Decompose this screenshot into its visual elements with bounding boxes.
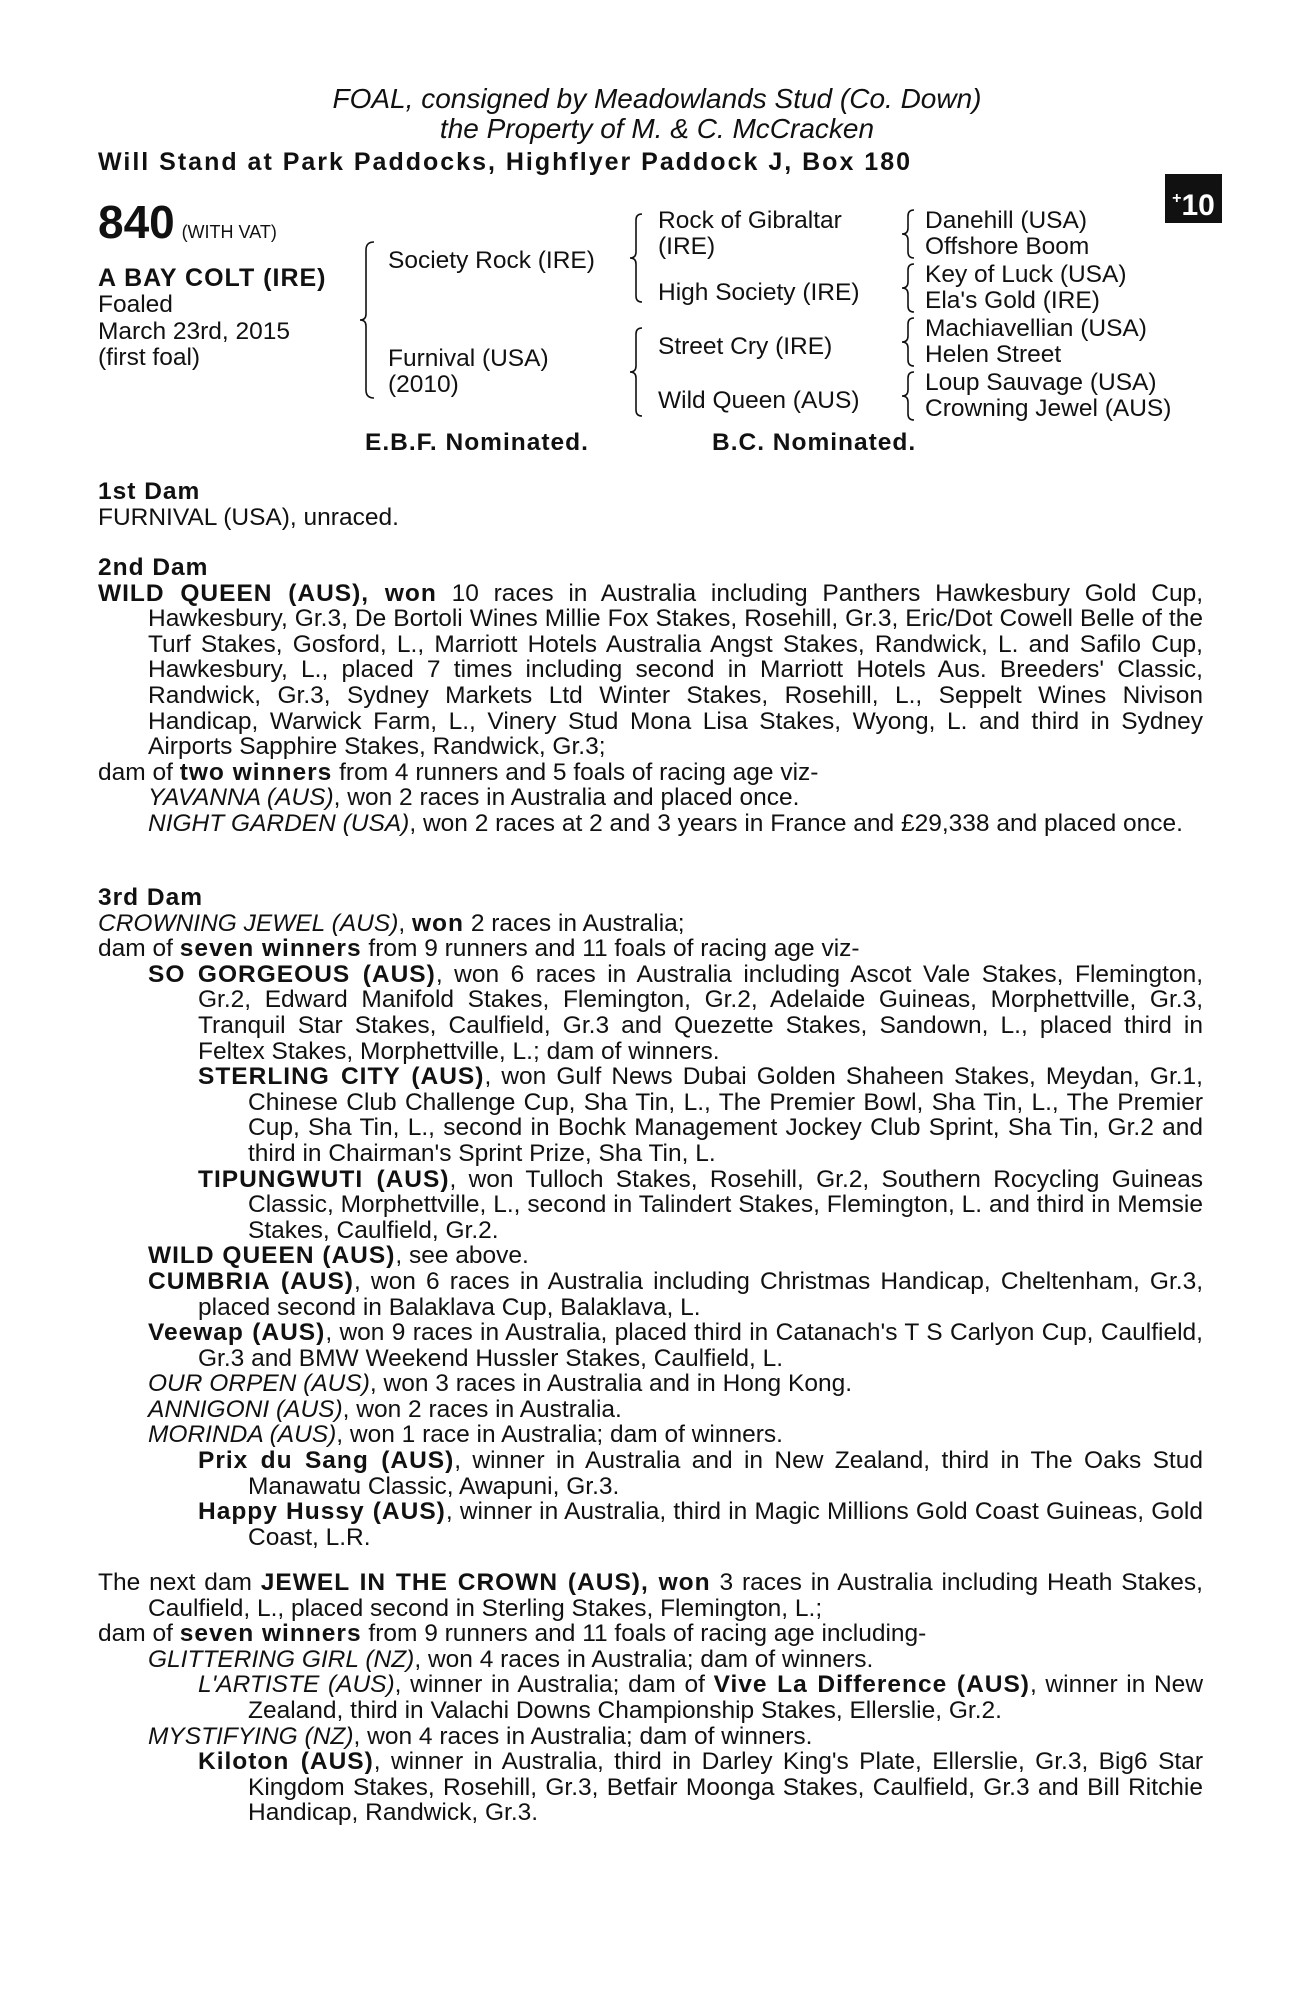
pedigree-sire-sire-2: (IRE) (658, 233, 716, 260)
pedigree-bracket-sire (630, 212, 646, 304)
pedigree-sire: Society Rock (IRE) (388, 247, 595, 274)
produce-mystifying: MYSTIFYING (NZ), won 4 races in Australia; dam of winners. (148, 1722, 813, 1750)
ebf-nominated: E.B.F. Nominated. (365, 429, 589, 456)
third-dam-record: CROWNING JEWEL (AUS), won 2 races in Australia; (98, 909, 685, 937)
stand-line: Will Stand at Park Paddocks, Highflyer Paddock J, Box 180 (98, 148, 912, 176)
produce-happy-hussy: Happy Hussy (AUS), winner in Australia, third in Magic Millions Gold Coast Guineas, Gold Coast, L.R. (198, 1498, 1203, 1551)
won-label: won (384, 579, 437, 607)
badge-number: 10 (1181, 189, 1215, 222)
produce-wild-queen: WILD QUEEN (AUS), see above. (148, 1242, 529, 1270)
lot-badge (1165, 174, 1222, 223)
produce-tipungwuti: TIPUNGWUTI (AUS), won Tulloch Stakes, Rosehill, Gr.2, Southern Rocycling Guineas Classic, Morphettville, L., second in Talindert Stakes, Flemington, L. and third in Memsie Stakes, Caulfield, Gr.2. (198, 1165, 1203, 1244)
third-dam-heading: 3rd Dam (98, 884, 204, 911)
badge-plus: + (1172, 190, 1182, 207)
foal-note: (first foal) (98, 344, 201, 371)
produce-lartiste: L'ARTISTE (AUS), winner in Australia; dam of Vive La Difference (AUS), winner in New Zealand, third in Valachi Downs Championship Stakes, Ellerslie, Gr.2. (198, 1671, 1204, 1724)
second-dam-heading: 2nd Dam (98, 554, 209, 581)
first-dam-heading: 1st Dam (98, 478, 201, 505)
pedigree-sss: Danehill (USA) (925, 207, 1088, 234)
pedigree-bracket-main (360, 240, 380, 400)
produce-our-orpen: OUR ORPEN (AUS), won 3 races in Australia and in Hong Kong. (148, 1370, 853, 1398)
first-dam-text: FURNIVAL (USA), unraced. (98, 503, 399, 531)
produce-so-gorgeous: SO GORGEOUS (AUS), won 6 races in Australia including Ascot Vale Stakes, Flemington, Gr.2, Edward Manifold Stakes, Flemington, Gr.2, Adelaide Guineas, Morphettville, Gr.3, Tranquil Star Stakes, Caulfield, Gr.3 and Quezette Stakes, Sandown, L., placed third in Feltex Stakes, Morphettville, L.; dam of winners. (148, 960, 1204, 1065)
pedigree-dam-dam: Wild Queen (AUS) (658, 387, 860, 414)
produce-veewap: Veewap (AUS), won 9 races in Australia, placed third in Catanach's T S Carlyon Cup, Caulfield, Gr.3 and BMW Weekend Hussler Stakes, Caulfield, L. (148, 1319, 1203, 1372)
pedigree-sire-sire-1: Rock of Gibraltar (658, 207, 842, 234)
pedigree-dam-year: (2010) (388, 371, 459, 398)
pedigree-dam-sire: Street Cry (IRE) (658, 333, 833, 360)
next-dam-section (98, 1570, 1203, 1826)
wild-queen-body: 10 races in Australia including Panthers Hawkesbury Gold Cup, Hawkesbury, Gr.3, De Bortoli Wines Millie Fox Stakes, Rosehill, Gr.3, Eric/Dot Cowell Belle of the Turf Stakes, Gosford, L., Marriott Hotels Australia Angst Stakes, Randwick, L. and Safilo Cup, Hawkesbury, L., placed 7 times including second in Marriott Hotels Aus. Breeders' Classic, Randwick, Gr.3, Sydney Markets Ltd Winter Stakes, Rosehill, L., Seppelt Wines Nivison Handicap, Warwick Farm, L., Vinery Stud Mona Lisa Stakes, Wyong, L. and third in Sydney Airports Sapphire Stakes, Randwick, Gr.3; (148, 579, 1203, 761)
lot-title: A BAY COLT (IRE) (98, 264, 327, 292)
next-dam-produce: dam of seven winners from 9 runners and 11 foals of racing age including- (98, 1620, 927, 1648)
produce-glittering-girl: GLITTERING GIRL (NZ), won 4 races in Australia; dam of winners. (148, 1645, 874, 1673)
consignor-line: FOAL, consigned by Meadowlands Stud (Co. Down) (332, 83, 982, 114)
pedigree-dam: Furnival (USA) (388, 345, 549, 372)
pedigree-bracket-dam (630, 326, 646, 418)
pedigree-dsd: Helen Street (925, 341, 1062, 368)
foal-night-garden: NIGHT GARDEN (USA), won 2 races at 2 and 3 years in France and £29,338 and placed once. (148, 809, 1183, 837)
pedigree-ssd: Offshore Boom (925, 233, 1090, 260)
next-dam-record: The next dam JEWEL IN THE CROWN (AUS), won 3 races in Australia including Heath Stakes, Caulfield, L., placed second in Sterling Stakes, Flemington, L.; (98, 1569, 1203, 1622)
pedigree-sds: Key of Luck (USA) (925, 261, 1127, 288)
pedigree-ddd: Crowning Jewel (AUS) (925, 395, 1172, 422)
foal-yavanna: YAVANNA (AUS), won 2 races in Australia and placed once. (148, 784, 800, 812)
bc-nominated: B.C. Nominated. (712, 429, 917, 456)
pedigree-bracket-4a (902, 208, 916, 260)
property-line: the Property of M. & C. McCracken (439, 113, 875, 144)
pedigree-bracket-4c (902, 316, 916, 368)
pedigree-dss: Machiavellian (USA) (925, 315, 1147, 342)
third-dam-produce: dam of seven winners from 9 runners and 11 foals of racing age viz- (98, 935, 860, 963)
pedigree-bracket-4b (902, 262, 916, 314)
produce-annigoni: ANNIGONI (AUS), won 2 races in Australia. (148, 1395, 622, 1423)
pedigree-dds: Loup Sauvage (USA) (925, 369, 1157, 396)
pedigree-bracket-4d (902, 370, 916, 422)
first-dam-section (98, 479, 1203, 530)
pedigree-sdd: Ela's Gold (IRE) (925, 287, 1100, 314)
second-dam-section (98, 555, 1203, 837)
foaled-label: Foaled (98, 291, 173, 318)
produce-prix-du-sang: Prix du Sang (AUS), winner in Australia and in New Zealand, third in The Oaks Stud Manawatu Classic, Awapuni, Gr.3. (198, 1447, 1203, 1500)
second-dam-record: WILD QUEEN (AUS), won 10 races in Australia including Panthers Hawkesbury Gold Cup, Hawkesbury, Gr.3, De Bortoli Wines Millie Fox Stakes, Rosehill, Gr.3, Eric/Dot Cowell Belle of the Turf Stakes, Gosford, L., Marriott Hotels Australia Angst Stakes, Randwick, L. and Safilo Cup, Hawkesbury, L., placed 7 times including second in Marriott Hotels Aus. Breeders' Classic, Randwick, Gr.3, Sydney Markets Ltd Winter Stakes, Rosehill, L., Seppelt Wines Nivison Handicap, Warwick Farm, L., Vinery Stud Mona Lisa Stakes, Wyong, L. and third in Sydney Airports Sapphire Stakes, Randwick, Gr.3; (98, 579, 1203, 761)
lot-number: 840 (98, 196, 175, 248)
produce-kiloton: Kiloton (AUS), winner in Australia, third in Darley King's Plate, Ellerslie, Gr.3, Big6 Star Kingdom Stakes, Rosehill, Gr.3, Betfair Moonga Stakes, Caulfield, Gr.3 and Bill Ritchie Handicap, Randwick, Gr.3. (198, 1748, 1204, 1827)
third-dam-section (98, 885, 1203, 1550)
second-dam-produce: dam of two winners from 4 runners and 5 foals of racing age viz- (98, 758, 819, 786)
produce-morinda: MORINDA (AUS), won 1 race in Australia; dam of winners. (148, 1421, 783, 1449)
foaled-date: March 23rd, 2015 (98, 318, 291, 345)
produce-sterling-city: STERLING CITY (AUS), won Gulf News Dubai Golden Shaheen Stakes, Meydan, Gr.1, Chinese Club Challenge Cup, Sha Tin, L., The Premier Bowl, Sha Tin, L., The Premier Cup, Sha Tin, L., second in Bochk Management Jockey Club Sprint, Sha Tin, Gr.2 and third in Chairman's Sprint Prize, Sha Tin, L. (198, 1063, 1203, 1167)
wild-queen-name: WILD QUEEN (AUS) (98, 579, 362, 607)
lot-number-row (98, 196, 277, 248)
produce-cumbria: CUMBRIA (AUS), won 6 races in Australia including Christmas Handicap, Cheltenham, Gr.3, placed second in Balaklava Cup, Balaklava, L. (148, 1267, 1204, 1321)
vat-note: (WITH VAT) (181, 222, 277, 242)
pedigree-sire-dam: High Society (IRE) (658, 279, 860, 306)
